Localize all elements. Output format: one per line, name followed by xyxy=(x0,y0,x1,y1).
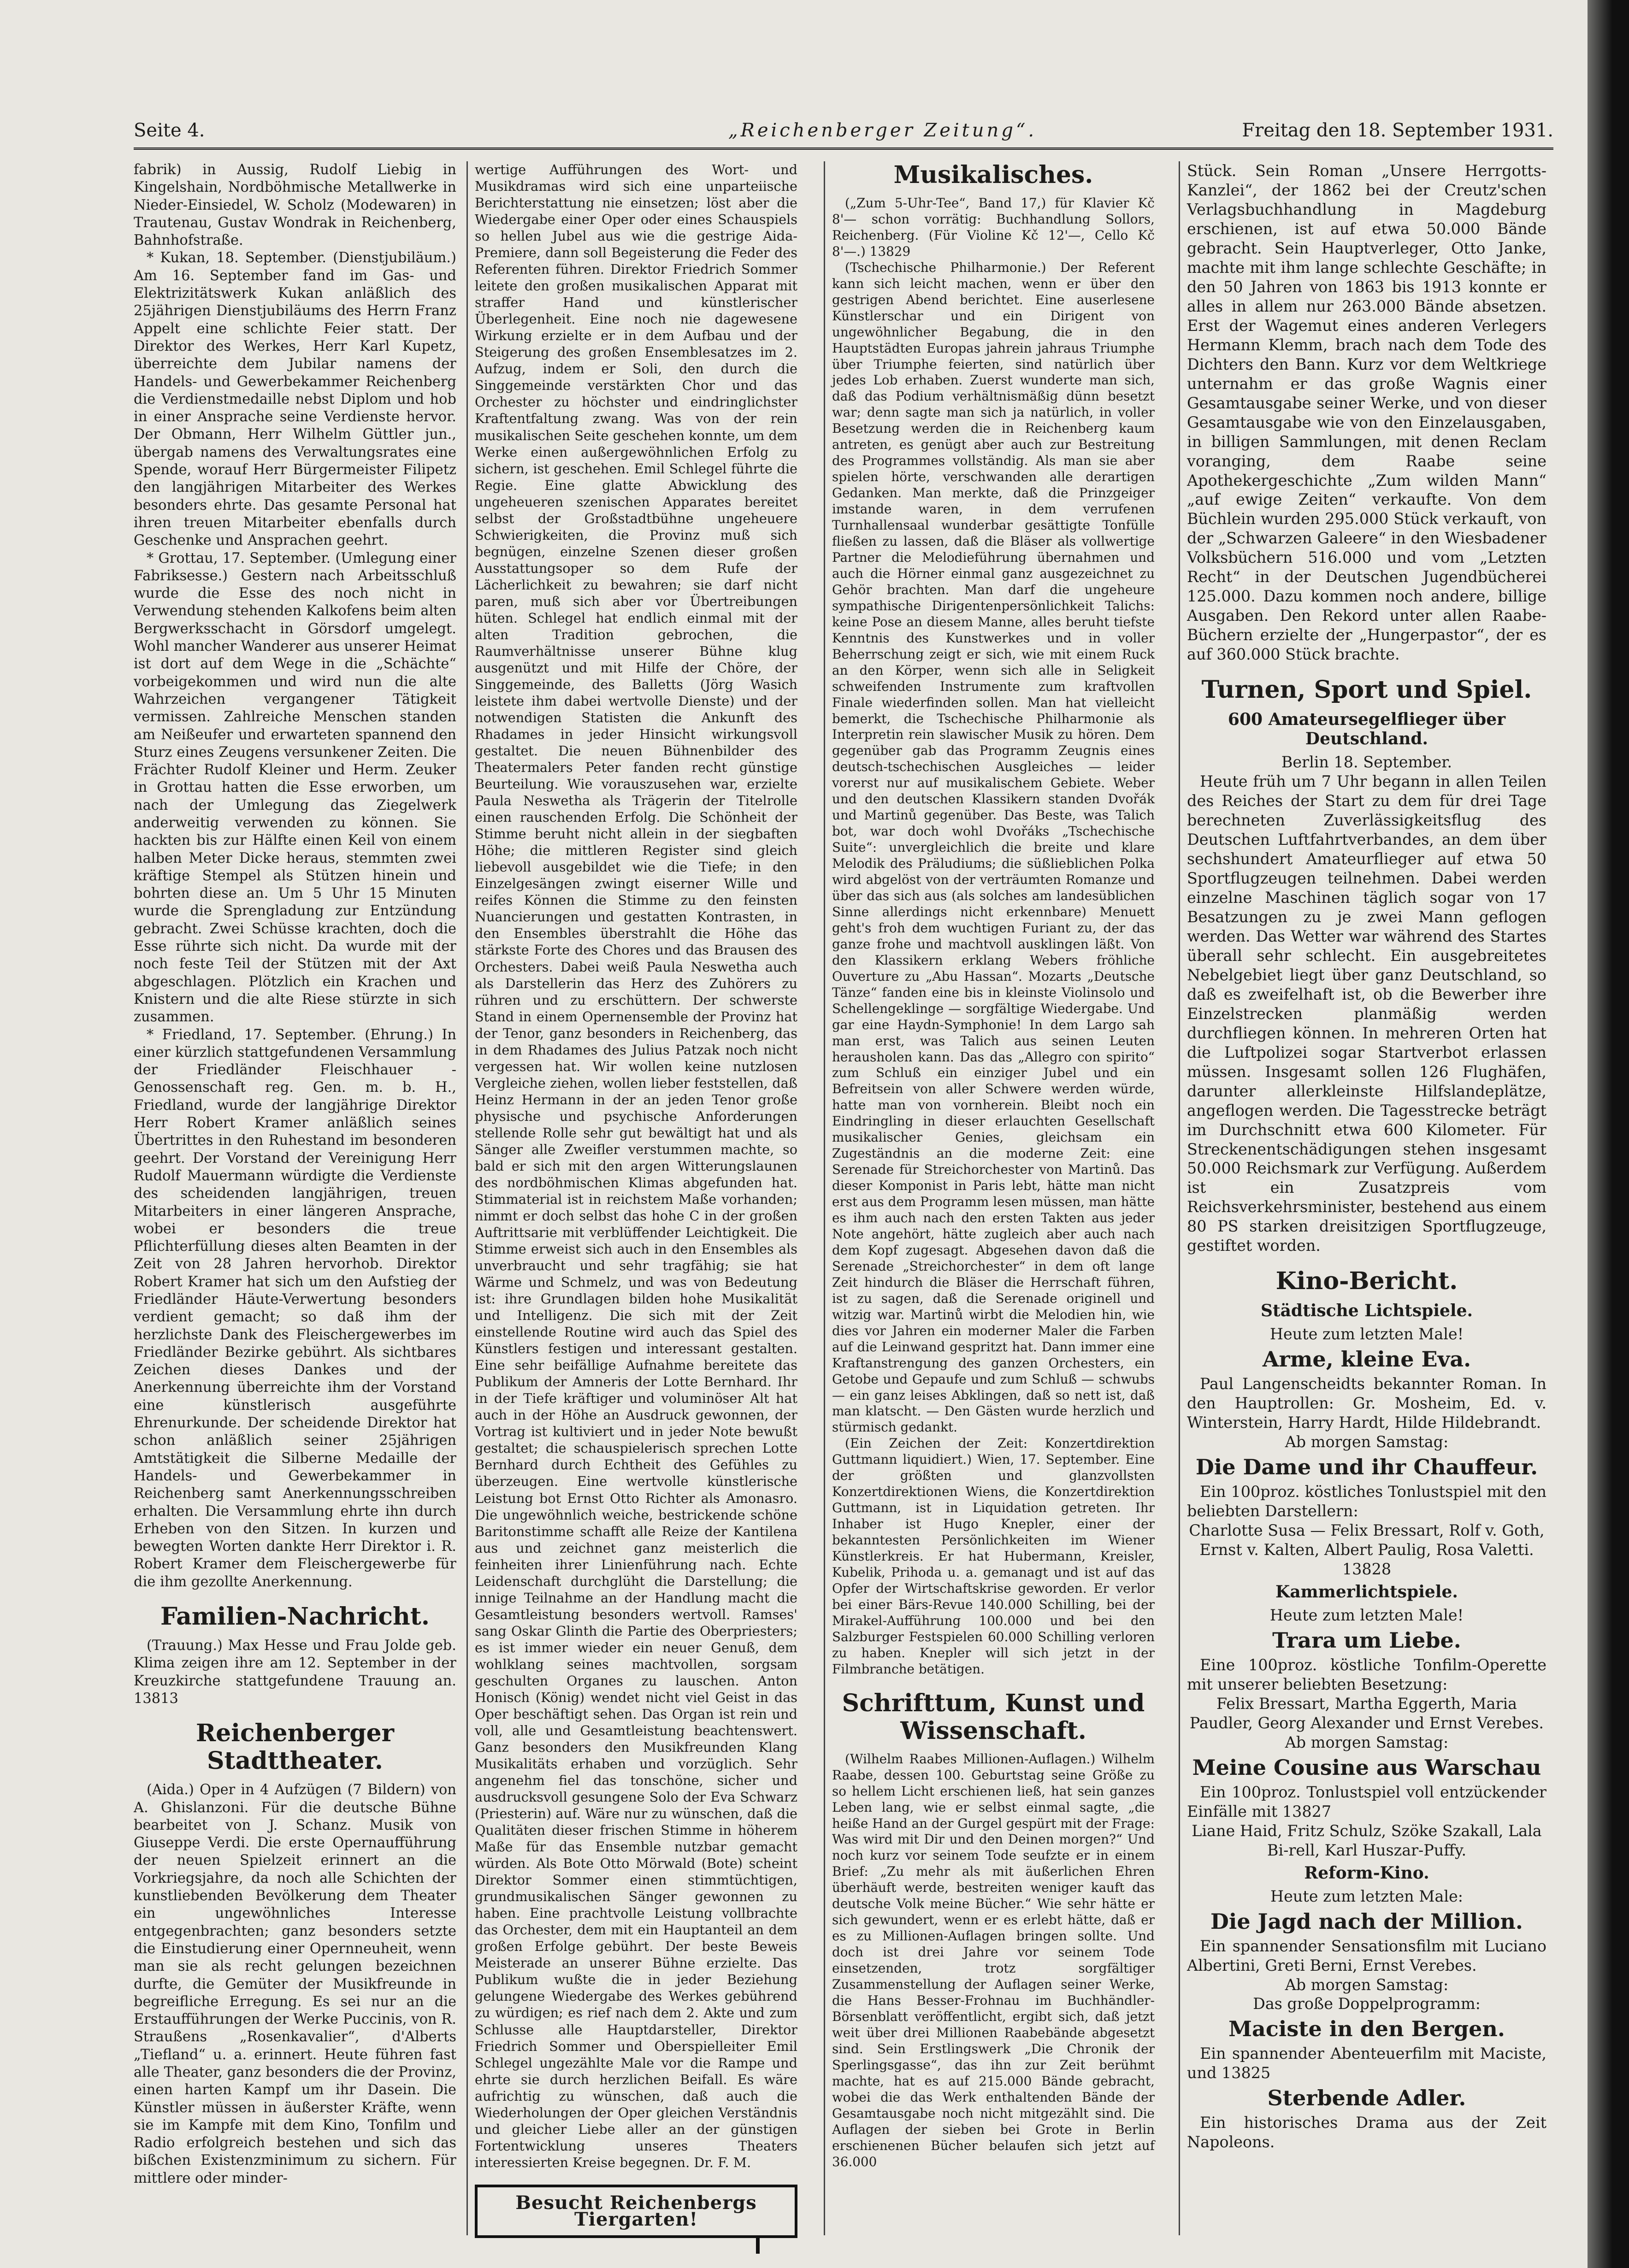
page-header xyxy=(134,115,1553,150)
theater-review: (Aida.) Oper in 4 Aufzügen (7 Bildern) von A. Ghislanzoni. Für die deutsche Bühne bearbeitet von J. Schanz. Musik von Giuseppe Verdi. Die erste Opernaufführung der neuen Spielzeit erinnert an die Vorkriegsjahre, da noch alle Schichten der kunstliebenden Bevölkerung dem Theater ein ungewöhnliches Interesse entgegenbrachten; ganz besonders setzte die Einstudierung einer Opernneuheit, wenn man sie als recht gelungen bezeichnen durfte, die Gemüter der Musikfreunde in begreifliche Erregung. Es sei nur an die Erstaufführungen der Werke Puccinis, von R. Straußens „Rosenkavalier“, d'Alberts „Tiefland“ u. a. erinnert. Heute führen fast alle Theater, ganz besonders die der Provinz, einen harten Kampf um ihr Dasein. Die Künstler müssen in äußerster Kräfte, wenn sie im Kampfe mit dem Kino, Tonfilm und Radio erfolgreich bestehen und sich das bißchen Existenzminimum zu sichern. Für mittlere oder minder- xyxy=(134,1782,456,2186)
film-title: Arme, kleine Eva. xyxy=(1262,1347,1471,1372)
cinema-next: Ab morgen Samstag: xyxy=(1285,1433,1449,1451)
cinema-next: Ab morgen Samstag: xyxy=(1285,1975,1449,1994)
section-heading-theater: Reichenberger Stadttheater. xyxy=(195,1719,395,1775)
issue-date: Freitag den 18. September 1931. xyxy=(1242,120,1553,141)
literature-raabe: (Wilhelm Raabes Millionen-Auflagen.) Wilhelm Raabe, dessen 100. Geburtstag seine Größe zu so hellem Licht erschienen ließ, hat sein ganzes Leben lang, wie er selbst einmal sagte, „die heiße Hand an der Gurgel gespürt mit der Frage: Was wird mit Dir und den Deinen morgen?“ Und noch kurz vor seinem Tode seufzte er in einem Brief: „Zu mehr als mit äußerlichen Ehren überhäuft werde, bestreiten weniger kauft das deutsche Volk meine Bücher.“ Wie sehr hätte er sich gewundert, wenn er es erlebt hätte, daß er es zu Millionen-Auflagen bringen sollte. Und doch ist drei Jahre vor seinem Tode einsetzenden, trotz sorgfältiger Zusammenstellung der Auflagen seiner Werke, die Hans Besser-Frohnau im Buchhändler-Börsenblatt veröffentlicht, ergibt sich, daß jetzt weit über drei Millionen Raabebände abgesetzt sind. Sein Erstlingswerk „Die Chronik der Sperlingsgasse“, das ihn zur Zeit berühmt machte, hat es auf 215.000 Bände gebracht, wobei die das Werk enthaltenden Bände der Gesamtausgabe noch nicht mitgezählt sind. Die Auflagen der sieben bei Grote in Berlin erschienenen Bücher belaufen sich jetzt auf 36.000 xyxy=(832,1751,1155,2169)
page-mark xyxy=(756,2235,760,2254)
section-heading-sport: Turnen, Sport und Spiel. xyxy=(1201,676,1532,704)
section-heading-cinema: Kino-Bericht. xyxy=(1275,1267,1458,1296)
article-friedland: * Friedland, 17. September. (Ehrung.) In einer kürzlich stattgefundenen Versammlung der Friedländer Fleischhauer - Genossenschaft reg. Gen. m. b. H., Friedland, wurde der langjährige Direktor Herr Robert Kramer anläßlich seines Übertrittes in den Ruhestand im besonderen geehrt. Der Vorstand der Vereinigung Herr Rudolf Mauermann würdigte die Verdienste des scheidenden langjährigen, treuen Mitarbeiters in einer längeren Ansprache, wobei er besonders die treue Pflichterfüllung dieses alten Beamten in der Zeit von 28 Jahren hervorhob. Direktor Robert Kramer hat sich um den Aufstieg der Friedländer Häute-Verwertung besonders verdient gemacht; so daß ihm der herzlichste Dank des Fleischergewerbes im Friedländer Bezirke gebührt. Als sichtbares Zeichen dieses Dankes und der Anerkennung überreichte ihm der Vorstand eine künstlerisch ausgeführte Ehrenurkunde. Der scheidende Direktor hat schon anläßlich seiner 25jährigen Amtstätigkeit die Silberne Medaille der Handels- und Gewerbekammer in Reichenberg samt Anerkennungsschreiben erhalten. Die Versammlung ehrte ihn durch Erheben von den Sitzen. In kurzen und bewegten Worten dankte Herr Direktor i. R. Robert Kramer dem Fleischergewerbe für die ihm gezollte Anerkennung. xyxy=(134,1026,456,1590)
section-heading-music: Musikalisches. xyxy=(893,161,1093,189)
column-2 xyxy=(475,161,797,2238)
film-title: Trara um Liebe. xyxy=(1272,1627,1461,1653)
scan-edge xyxy=(1588,0,1629,2268)
family-notice: (Trauung.) Max Hesse und Frau Jolde geb. Klima zeigen ihre am 12. September in der Kreuzkirche stattgefundene Trauung an. 13813 xyxy=(134,1638,456,1707)
cinema-today: Heute zum letzten Male! xyxy=(1269,1325,1464,1343)
program-note: Das große Doppelprogramm: xyxy=(1253,1995,1481,2013)
music-concert-agency: (Ein Zeichen der Zeit: Konzertdirektion Guttmann liquidiert.) Wien, 17. September. Eine der größten und glanzvollsten Konzertdirektionen Wiens, die Konzertdirektion Guttmann, ist in Liquidation getreten. Ihr Inhaber ist Hugo Knepler, einer der bekanntesten Persönlichkeiten im Wiener Künstlerkreis. Er hat Hubermann, Kreisler, Kubelik, Prihoda u. a. gemanagt und ist auf das Opfer der Wirtschaftskrise geworden. Er verlor bei einer Bärs-Revue 140.000 Schilling, bei der Mirakel-Aufführung 100.000 und bei den Salzburger Festspielen 60.000 Schilling verloren zu haben. Knepler will sich jetzt in der Filmbranche betätigen. xyxy=(832,1436,1155,1677)
film-description: Ein spannender Abenteuerfilm mit Maciste, und 13825 xyxy=(1187,2044,1546,2082)
film-title: Die Jagd nach der Million. xyxy=(1210,1909,1523,1934)
film-description: Ein 100proz. Tonlustspiel voll entzückender Einfälle mit 13827 xyxy=(1187,1783,1546,1820)
column-1 xyxy=(134,161,456,2187)
column-4 xyxy=(1187,161,1546,2152)
cinema-name: Reform-Kino. xyxy=(1304,1863,1429,1883)
zoo-advertisement: Besucht Reichenbergs Tiergarten! xyxy=(475,2185,797,2238)
column-3 xyxy=(832,161,1155,2170)
article-text: fabrik) in Aussig, Rudolf Liebig in Kingelshain, Nordböhmische Metallwerke in Nieder-Einsiedel, W. Scholz (Modewaren) in Trautenau, Gustav Wondrak in Reichenberg, Bahnhofstraße. xyxy=(134,162,456,249)
music-notice: („Zum 5-Uhr-Tee“, Band 17,) für Klavier Kč 8'— schon vorrätig: Buchhandlung Sollors, Reichenberg. (Für Violine Kč 12'—, Cello Kč 8'—.) 13829 xyxy=(832,195,1155,259)
theater-review-continued: wertige Aufführungen des Wort- und Musikdramas wird sich eine unparteiische Berichterstattung nie einsetzen; löst aber die Wiedergabe einer Oper oder eines Schauspiels so hellen Jubel aus wie die gestrige Aida-Premiere, dann soll Begeisterung die Feder des Referenten führen. Direktor Friedrich Sommer leitete den großen musikalischen Apparat mit straffer Hand und künstlerischer Überlegenheit. Eine noch nie dagewesene Wirkung erzielte er in dem Aufbau und der Steigerung des großen Ensemblesatzes im 2. Aufzug, indem er Soli, den durch die Singgemeinde verstärkten Chor und das Orchester zu höchster und eindringlichster Kraftentfaltung zwang. Was von der rein musikalischen Seite geschehen konnte, um dem Werke einen außergewöhnlichen Erfolg zu sichern, ist geschehen. Emil Schlegel führte die Regie. Eine glatte Abwicklung des ungeheueren szenischen Apparates bereitet selbst der Großstadtbühne ungeheuere Schwierigkeiten, die Provinz muß sich begnügen, einzelne Szenen dieser großen Ausstattungsoper so dem Rufe der Lächerlichkeit zu bewahren; sie darf nicht paren, muß sich aber vor Übertreibungen hüten. Schlegel hat endlich einmal mit der alten Tradition gebrochen, die Raumverhältnisse unserer Bühne klug ausgenützt und mit Hilfe der Chöre, der Singgemeinde, des Balletts (Jörg Wasich leistete ihm dabei wertvolle Dienste) und der notwendigen Statisten die Ankunft des Rhadames in jeder Hinsicht wirkungsvoll gestaltet. Die neuen Bühnenbilder des Theatermalers Peter fanden recht günstige Beurteilung. Wie vorauszusehen war, erzielte Paula Neswetha als Trägerin der Titelrolle einen rauschenden Erfolg. Die Schönheit der Stimme beruht nicht allein in der siegbaften Höhe; die mittleren Register sind gleich liebevoll ausgebildet wie die Tiefe; in den Einzelgesängen zwingt eiserner Wille und reifes Können die Stimme zu den feinsten Nuancierungen und gestatten Kontrasten, in den Ensembles überstrahlt die Höhe das stärkste Forte des Chores und das Brausen des Orchesters. Dabei weiß Paula Neswetha auch als Darstellerin das Herz des Zuhörers zu rühren und zu erschüttern. Der schwerste Stand in einem Opernensemble der Provinz hat der Tenor, ganz besonders in Reichenberg, das in dem Rhadames des Julius Patzak noch nicht vergessen hat. Wir wollen keine nutzlosen Vergleiche ziehen, wollen lieber feststellen, daß Heinz Hermann in der an jeden Tenor große physische und psychische Anforderungen stellende Rolle sehr gut bewältigt hat und als Sänger alle Zweifler verstummen machte, so bald er sich mit den argen Witterungslaunen des nordböhmischen Klimas abgefunden hat. Stimmaterial ist in reichstem Maße vorhanden; nimmt er doch selbst das hohe C in der großen Auftrittsarie mit verblüffender Leichtigkeit. Die Stimme erweist sich auch in den Ensembles als unverbraucht und sehr tragfähig; sie hat Wärme und Schmelz, und was von Bedeutung ist: ihre Grundlagen bilden hohe Musikalität und Intelligenz. Die sich mit der Zeit einstellende Routine wird auch das Spiel des Künstlers festigen und interessant gestalten. Eine sehr beifällige Aufnahme bereitete das Publikum der Amneris der Lotte Bernhard. Ihr in der Tiefe kräftiger und voluminöser Alt hat auch in der Höhe an Ausdruck gewonnen, der Vortrag ist kultiviert und in jeder Note bewußt gestaltet; die schauspielerisch sprechen Lotte Bernhard durch Echtheit des Gefühles zu überzeugen. Eine wertvolle künstlerische Leistung bot Ernst Otto Richter als Amonasro. Die ungewöhnlich weiche, bestrickende schöne Baritonstimme schafft alle Reize der Kantilena aus und zeichnet ganz meisterlich die feinheiten ihrer Linienführung nach. Echte Leidenschaft durchglüht die Darstellung; die innige Teilnahme an der Handlung macht die Gesamtleistung besonders wertvoll. Ramses' sang Oskar Glinth die Partie des Oberpriesters; es ist immer wieder ein neuer Genuß, dem wohlklang seines machtvollen, sorgsam geschulten Organes zu lauschen. Anton Honisch (König) wendet nicht viel Geist in das Oper beschäftigt sehen. Das Organ ist rein und voll, alle und Gesamtleistung beachtenswert. Ganz besonders den Musikfreunden Klang Musikalitäts erhaben und vorzüglich. Sehr angenehm fiel das tonschöne, sicher und ausdrucksvoll gesungene Solo der Eva Schwarz (Priesterin) auf. Wäre nur zu wünschen, daß die Qualitäten dieser frischen Stimme in höherem Maße für das Ensemble nutzbar gemacht würden. Als Bote Otto Mörwald (Bote) scheint Direktor Sommer einen stimmtüchtigen, grundmusikalischen Sänger gewonnen zu haben. Eine prachtvolle Leistung vollbrachte das Orchester, dem mit ein Hauptanteil an dem großen Erfolge gebührt. Der beste Beweis Meisterade an unserer Bühne erzielte. Das Publikum wußte die in jeder Beziehung gelungene Wiedergabe des Werkes gebührend zu würdigen; es rief nach dem 2. Akte und zum Schlusse alle Hauptdarsteller, Direktor Friedrich Sommer und Oberspielleiter Emil Schlegel ungezählte Male vor die Rampe und ehrte sie durch herzlichen Beifall. Es wäre aufrichtig zu wünschen, daß auch die Wiederholungen der Oper gleichen Verständnis und gleicher Liebe aller an der günstigen Fortentwicklung unseres Theaters interessierten Kreise begegnen. Dr. F. M. xyxy=(475,162,797,2170)
cinema-today: Heute zum letzten Male: xyxy=(1270,1887,1464,1905)
cinema-name: Kammerlichtspiele. xyxy=(1275,1582,1458,1602)
column-rule xyxy=(466,161,468,2235)
article-kukan: * Kukan, 18. September. (Dienstjubiläum.) Am 16. September fand im Gas- und Elektrizitätswerk Kukan anläßlich des 25jährigen Dienstjubiläums des Herrn Franz Appelt eine schlichte Feier statt. Der Direktor des Werkes, Herr Karl Kupetz, überreichte dem Jubilar namens der Handels- und Gewerbekammer Reichenberg die Verdienstmedaille nebst Diplom und hob in einer Ansprache seine Verdienste hervor. Der Obmann, Herr Wilhelm Güttler jun., übergab namens des Verwaltungsrates eine Spende, worauf Herr Bürgermeister Filipetz den langjährigen Mitarbeiter des Werkes besonders ehrte. Das gesamte Personal hat ihren treuen Mitarbeiter ebenfalls durch Geschenke und Ansprachen geehrt. xyxy=(134,250,456,549)
film-description: Ein historisches Drama aus der Zeit Napoleons. xyxy=(1187,2114,1546,2151)
film-cast: Liane Haid, Fritz Schulz, Szöke Szakall, Lala Bi-rell, Karl Huszar-Puffy. xyxy=(1192,1821,1542,1859)
film-description: Ein spannender Sensationsfilm mit Luciano Albertini, Greti Berni, Ernst Verebes. xyxy=(1187,1937,1546,1974)
film-description: Ein 100proz. köstliches Tonlustspiel mit den beliebten Darstellern: xyxy=(1187,1483,1546,1520)
newspaper-title: „Reichenberger Zeitung“. xyxy=(728,120,1037,141)
column-rule xyxy=(1179,161,1180,2235)
film-cast: Charlotte Susa — Felix Bressart, Rolf v. Goth, Ernst v. Kalten, Albert Paulig, Rosa Valetti. 13828 xyxy=(1189,1521,1545,1578)
film-title: Maciste in den Bergen. xyxy=(1228,2016,1505,2042)
section-heading-literature: Schrifttum, Kunst und Wissenschaft. xyxy=(842,1689,1145,1745)
cinema-name: Städtische Lichtspiele. xyxy=(1260,1301,1473,1321)
film-title: Die Dame und ihr Chauffeur. xyxy=(1195,1455,1538,1480)
cinema-today: Heute zum letzten Male! xyxy=(1269,1606,1464,1624)
sport-dateline: Berlin 18. September. xyxy=(1281,753,1452,772)
film-title: Sterbende Adler. xyxy=(1267,2085,1466,2111)
film-cast: Felix Bressart, Martha Eggerth, Maria Paudler, Georg Alexander und Ernst Verebes. xyxy=(1189,1694,1544,1732)
film-description: Eine 100proz. köstliche Tonfilm-Operette mit unserer beliebten Besetzung: xyxy=(1187,1655,1546,1693)
sport-article: Heute früh um 7 Uhr begann in allen Teilen des Reiches der Start zu dem für drei Tage berechneten Zuverlässigkeitsflug des Deutschen Luftfahrtverbandes, an dem über sechshundert Amateurflieger auf etwa 50 Sportflugzeugen teilnehmen. Dabei werden einzelne Maschinen täglich sogar von 17 Besatzungen zu je zwei Mann geflogen werden. Das Wetter war während des Startes überall sehr schlecht. Ein ausgebreitetes Nebelgebiet liegt über ganz Deutschland, so daß es zweifelhaft ist, ob die Bewerber ihre Einzelstrecken planmäßig werden durchfliegen können. In mehreren Orten hat die Luftpolizei sogar Startverbot erlassen müssen. Insgesamt sollen 126 Flughäfen, darunter allerkleinste Hilfslandeplätze, angeflogen werden. Die Tagesstrecke beträgt im Durchschnitt etwa 600 Kilometer. Für Streckenentschädigungen stehen insgesamt 50.000 Reichsmark zur Verfügung. Außerdem ist ein Zusatzpreis vom Reichsverkehrsminister, bestehend aus einem 80 PS starken dreisitzigen Sportflugzeuge, gestiftet worden. xyxy=(1187,772,1546,1255)
film-description: Paul Langenscheidts bekannter Roman. In den Hauptrollen: Gr. Mosheim, Ed. v. Winterstein, Harry Hardt, Hilde Hildebrandt. xyxy=(1187,1375,1546,1432)
sport-subheading: 600 Amateursegelflieger über Deutschland. xyxy=(1228,710,1506,749)
music-philharmonic: (Tschechische Philharmonie.) Der Referent kann sich leicht machen, wenn er über den gestrigen Abend berichtet. Eine auserlesene Künstlerschar und ein Dirigent von ungewöhnlicher Begabung, die in den Hauptstädten Europas jahrein jahraus Triumphe über Triumphe feierten, sind natürlich über jedes Lob erhaben. Zuerst wunderte man sich, daß das Podium verhältnismäßig dünn besetzt war; denn sagte man sich ja natürlich, in voller Besetzung werden die in Reichenberg kaum antreten, es genügt aber auch zur Bestreitung des Programmes vollständig. Als man sie aber spielen hörte, verschwanden alle derartigen Gedanken. Man merkte, daß die Prinzgeiger imstande waren, in dem verrufenen Turnhallensaal wunderbar gesättigte Tonfülle fließen zu lassen, daß die Bläser als vollwertige Partner die Melodieführung übernahmen und auch die Hörner einmal ganz ausgezeichnet zu Gehör brachten. Man darf die ungeheure sympathische Dirigentenpersönlichkeit Talichs: keine Pose an diesem Manne, alles beruht tiefste Kenntnis des Kunstwerkes und in voller Beherrschung zeigt er sich, wie mit einem Ruck an den Körper, wenn sich alle in Seligkeit schweifenden Instrumente zum kraftvollen Finale wiederfinden sollen. Man hat vielleicht bemerkt, die Tschechische Philharmonie als Interpretin rein slawischer Musik zu hören. Dem gegenüber gab das Programm Zeugnis eines deutsch-tschechischen Ausgleiches — leider vorerst nur auf musikalischem Gebiete. Weber und den deutschen Klassikern standen Dvořák und Martinů gegenüber. Das Beste, was Talich bot, war doch wohl Dvořáks „Tschechische Suite“: unvergleichlich die breite und klare Melodik des Präludiums; die süßlieblichen Polka wird abgelöst von der verträumten Romanze und über das sich aus (als solches am landesüblichen Sinne allerdings nicht erkennbare) Menuett geht's froh dem wuchtigen Furiant zu, der das ganze frohe und machtvoll ausklingen läßt. Von den Klassikern erklang Webers fröhliche Ouverture zu „Abu Hassan“. Mozarts „Deutsche Tänze“ fanden eine bis in kleinste Violinsolo und Schellengeklinge — sorgfältige Wiedergabe. Und gar eine Haydn-Symphonie! In dem Largo sah man erst, was Talich aus seinen Leuten herausholen kann. Das das „Allegro con spirito“ zum Schluß ein einziger Jubel und ein Befreitsein von aller Schwere werden würde, hatte man von vornherein. Bleibt noch ein Eindringling in dieser erlauchten Gesellschaft musikalischer Genies, gleichsam ein Zugeständnis an die moderne Zeit: eine Serenade für Streichorchester von Martinů. Das dieser Komponist in Paris lebt, hätte man nicht erst aus dem Programm lesen müssen, man hätte es ihm auch nach den ersten Takten aus jeder Note angehört, hätte zugleich aber auch nach dem Kopf zugesagt. Abgesehen davon daß die Serenade „Streichorchester“ in dem oft lange Zeit hindurch die Bläser die Herrschaft führen, ist zu sagen, daß die Serenade originell und witzig war. Martinů wirbt die Melodien hin, wie dies vor Jahren ein moderner Maler die Farben auf die Leinwand gespritzt hat. Dann immer eine Kraftanstrengung des ganzen Orchesters, ein Getobe und Gepaufe und zum Schluß — schwubs — ein ganz leises Abklingen, daß so nett ist, daß man klatscht. — Den Gästen wurde herzlich und stürmisch gedankt. xyxy=(832,259,1155,1435)
column-rule xyxy=(824,161,825,2235)
page-number: Seite 4. xyxy=(134,120,205,141)
film-title: Meine Cousine aus Warschau xyxy=(1192,1755,1541,1780)
article-grottau: * Grottau, 17. September. (Umlegung einer Fabriksesse.) Gestern nach Arbeitsschluß wurde die Esse des noch nicht in Verwendung stehenden Kalkofens beim alten Bergwerksschacht in Görsdorf umgelegt. Wohl mancher Wanderer aus unserer Heimat ist dort auf dem Wege in die „Schächte“ vorbeigekommen und wird nun die alte Wahrzeichen vergangener Tätigkeit vermissen. Zahlreiche Menschen standen am Neißeufer und erwarteten spannend den Sturz eines Zeugens versunkener Zeiten. Die Frächter Rudolf Kleiner und Herm. Zeuker in Grottau hatten die Esse erworben, um nach der Umlegung das Ziegelwerk anderweitig verwenden zu können. Sie hackten bis zur Hälfte einen Keil von einem halben Meter Dicke heraus, stemmten zwei kräftige Stempel als Stützen hinein und bohrten diese an. Um 5 Uhr 15 Minuten wurde die Sprengladung zur Entzündung gebracht. Zwei Schüsse krachten, doch die Esse rührte sich nicht. Da wurde mit der noch feste Teil der Stützen mit der Axt abgeschlagen. Plötzlich ein Krachen und Knistern und die alte Riese stürzte in sich zusammen. xyxy=(134,550,456,1025)
literature-raabe-continued: Stück. Sein Roman „Unsere Herrgotts-Kanzlei“, der 1862 bei der Creutz'schen Verlagsbuchhandlung in Magdeburg erschienen, ist auf etwa 50.000 Bände gebracht. Sein Hauptverleger, Otto Janke, machte mit ihm lange schlechte Geschäfte; in den 50 Jahren von 1863 bis 1913 konnte er alles in allem nur 263.000 Bände absetzen. Erst der Wagemut eines anderen Verlegers Hermann Klemm, brach nach dem Tode des Dichters den Bann. Kurz vor dem Weltkriege unternahm er das große Wagnis einer Gesamtausgabe seiner Werke, und von dieser Gesamtausgabe wie von den Einzelausgaben, in billigen Sammlungen, mit denen Reclam voranging, dem Raabe seine Apothekergeschichte „Zum wilden Mann“ „auf ewige Zeiten“ verkaufte. Von dem Büchlein wurden 295.000 Stück verkauft, von der „Schwarzen Galeere“ in den Wiesbadener Volksbüchern 516.000 und vom „Letzten Recht“ in der Deutschen Jugendbücherei 125.000. Dazu kommen noch andere, billige Ausgaben. Den Rekord unter allen Raabe-Büchern erzielte der „Hungerpastor“, der es auf 360.000 Stück brachte. xyxy=(1187,162,1546,664)
section-heading-family: Familien-Nachricht. xyxy=(160,1602,430,1631)
cinema-next: Ab morgen Samstag: xyxy=(1285,1733,1449,1751)
